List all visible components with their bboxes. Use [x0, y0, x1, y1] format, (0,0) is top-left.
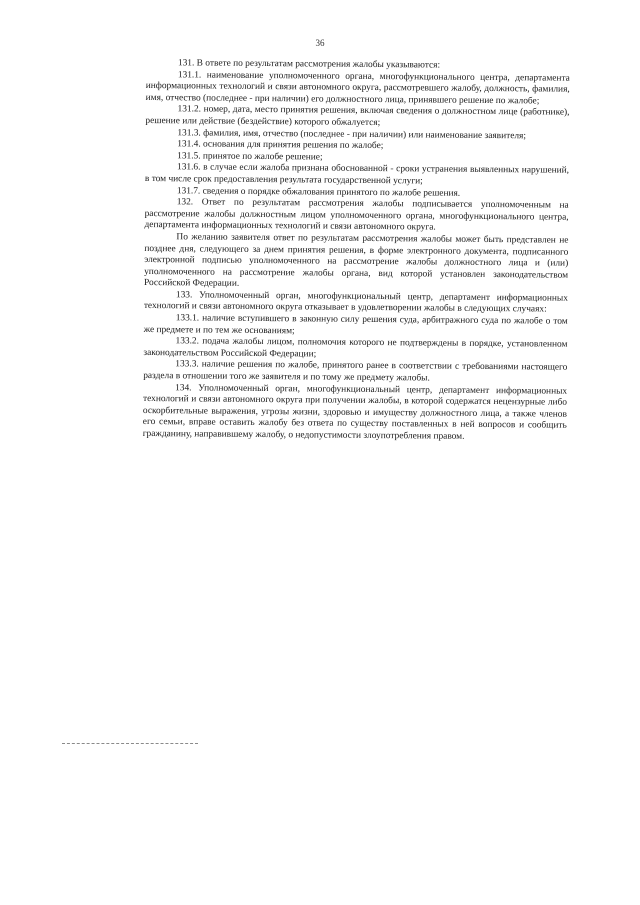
paragraph-131-6: 131.6. в случае если жалоба признана обоснованной - сроки устранения выявленных нарушений, в том числе срок предоставления результата государственной услуги; [144, 162, 570, 187]
paragraph-131-2: 131.2. номер, дата, место принятия решения, включая сведения о должностном лице (работнике), решение или действие (бездействие) которого обжалуется; [145, 104, 570, 129]
paragraph-131-3: 131.3. фамилия, имя, отчество (последнее - при наличии) или наименование заявителя; [177, 127, 527, 141]
paragraph-131-7: 131.7. сведения о порядке обжалования принятого по жалобе решения. [176, 185, 461, 199]
paragraph-134: 134. Уполномоченный орган, многофункциональный центр, департамент информационных технологий и связи автономного округа при получении жалобы, в которой содержатся нецензурные либо оскорбительные выражения, угрозы жизни, здоровью и имуществу должностного лица, а также членов его семьи, вправе оставить жалобу без ответа по существу поставленных в ней вопросов и сообщить гражданину, направившему жалобу, о недопустимости злоупотребления правом. [142, 382, 568, 442]
paragraph-131: 131. В ответе по результатам рассмотрения жалобы указываются: [177, 58, 441, 71]
paragraph-133: 133. Уполномоченный орган, многофункциональный центр, департамент информационных технологий и связи автономного округа отказывает в удовлетворении жалобы в следующих случаях: [143, 290, 568, 315]
scan-mark-divider [62, 743, 198, 744]
paragraph-131-5: 131.5. принятое по жалобе решение; [177, 151, 323, 163]
paragraph-131-1: 131.1. наименование уполномоченного органа, многофункционального центра, департамента информационных технологий и связи автономного округа, рассмотревшего жалобу, должность, фамилия, имя, отчество (последнее - при наличии) его должностного лица, принявшего решение по жалобе; [145, 69, 570, 107]
paragraph-132: 132. Ответ по результатам рассмотрения жалобы подписывается уполномоченным на рассмотрение жалобы должностным лицом уполномоченного органа, многофункционального центра, департамента информационных технологий и связи автономного округа. [144, 197, 569, 233]
paragraph-132-note: По желанию заявителя ответ по результатам рассмотрения жалобы может быть представлен не позднее дня, следующего за днем принятия решения, в форме электронного документа, подписанного электронной подписью уполномоченного на рассмотрение жалобы должностного лица и (или) уполномоченного на рассмотрение жалобы органа, вид которой установлен законодательством Российской Федерации. [143, 232, 569, 290]
paragraph-133-2: 133.2. подача жалобы лицом, полномочия которого не подтверждены в порядке, установленном законодательством Российской Федерации; [143, 336, 568, 360]
paragraph-133-3: 133.3. наличие решения по жалобе, принятого ранее в соответствии с требованиями настоящего раздела в отношении того же заявителя и по тому же предмету жалобы. [143, 359, 568, 384]
page-number: 36 [315, 38, 325, 48]
document-body [143, 58, 570, 444]
paragraph-131-4: 131.4. основания для принятия решения по жалобе; [177, 139, 384, 152]
paragraph-133-1: 133.1. наличие вступившего в законную силу решения суда, арбитражного суда по жалобе о том же предмете и по тем же основаниям; [143, 313, 568, 336]
